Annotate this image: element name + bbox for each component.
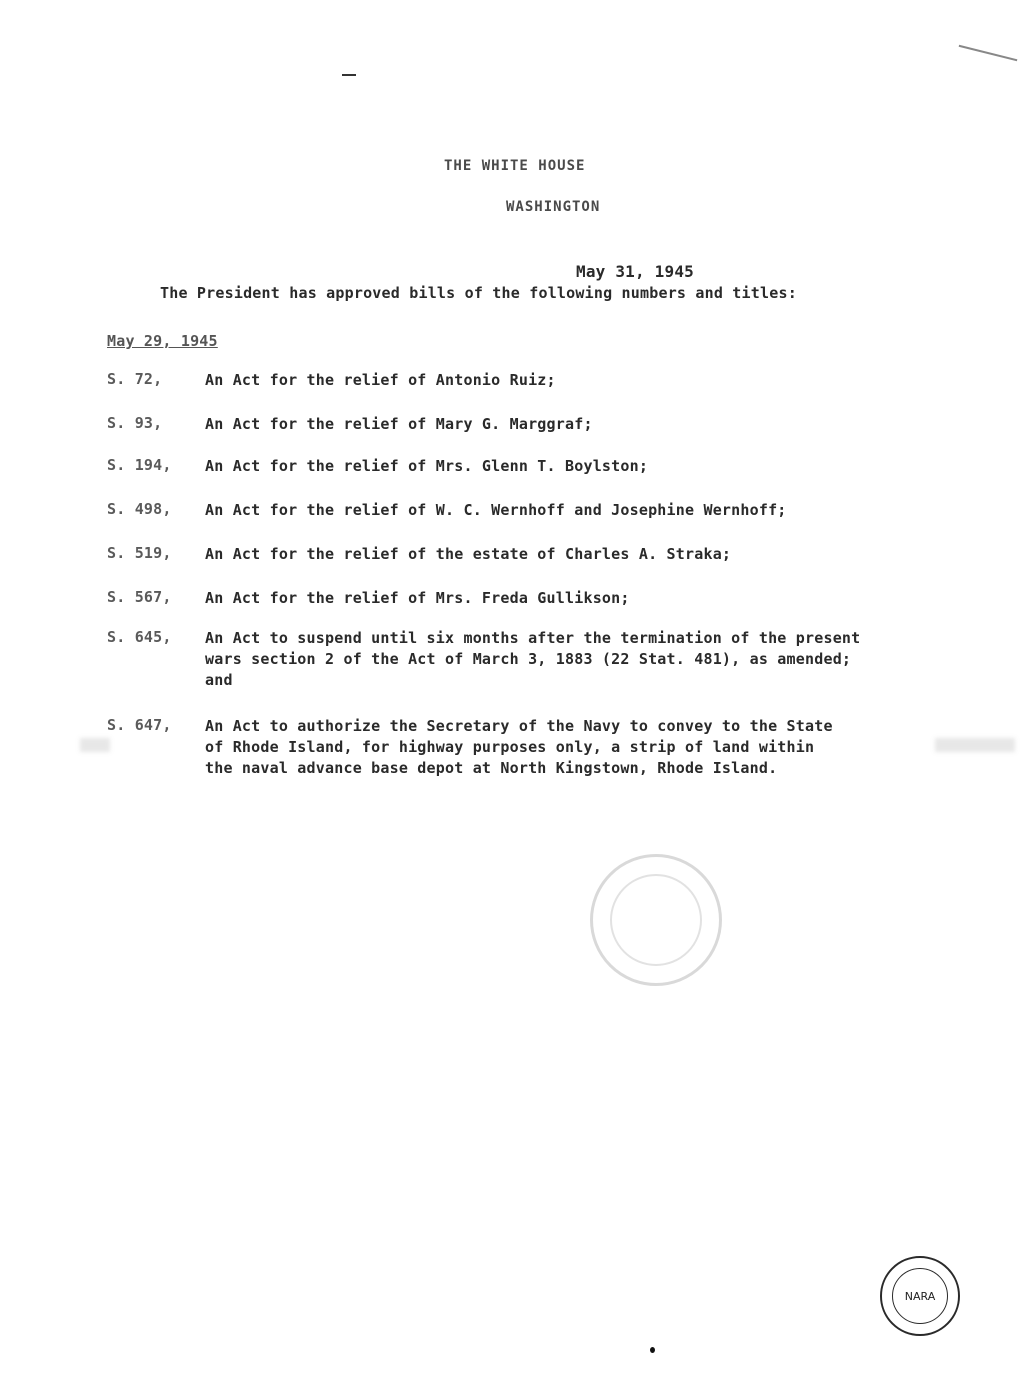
letterhead-org: THE WHITE HOUSE: [444, 158, 586, 174]
bill-title-line: An Act for the relief of W. C. Wernhoff and Josephine Wernhoff;: [205, 501, 787, 519]
scan-smudge: [935, 738, 1015, 752]
bill-title: [205, 456, 648, 477]
bill-title-line: An Act for the relief of Mrs. Freda Gullikson;: [205, 589, 630, 607]
bill-title: [205, 716, 833, 779]
nara-seal-icon: [880, 1256, 960, 1336]
library-stamp-icon: [590, 854, 722, 986]
bill-title-line: An Act to authorize the Secretary of the Navy to convey to the State: [205, 717, 833, 735]
bill-title-line: An Act for the relief of Mary G. Marggraf;: [205, 415, 593, 433]
bill-entry: [107, 544, 731, 565]
letterhead-city: WASHINGTON: [506, 199, 601, 215]
bill-title-line: wars section 2 of the Act of March 3, 1883 (22 Stat. 481), as amended;: [205, 650, 852, 668]
bill-title-line: the naval advance base depot at North Kingstown, Rhode Island.: [205, 759, 778, 777]
bill-title-line: An Act for the relief of Mrs. Glenn T. Boylston;: [205, 457, 649, 475]
bill-title: [205, 370, 556, 391]
bill-number: S. 498,: [107, 500, 172, 518]
bill-number: S. 72,: [107, 370, 163, 388]
bill-entry: [107, 500, 787, 521]
nara-seal-inner: [892, 1268, 948, 1324]
bill-entry: [107, 414, 593, 435]
bill-number: S. 645,: [107, 628, 172, 646]
bill-title-line: and: [205, 671, 233, 689]
bill-number: S. 93,: [107, 414, 163, 432]
scan-smudge: [80, 738, 110, 752]
section-date: May 29, 1945: [107, 332, 218, 350]
bill-number: S. 519,: [107, 544, 172, 562]
bill-title: [205, 544, 731, 565]
bill-number: S. 647,: [107, 716, 172, 734]
bill-number: S. 194,: [107, 456, 172, 474]
bill-title-line: An Act to suspend until six months after the termination of the present: [205, 629, 861, 647]
library-stamp-inner: [610, 874, 702, 966]
bill-entry: [107, 370, 556, 391]
bill-title: [205, 628, 860, 691]
bill-entry: [107, 716, 833, 779]
document-date: May 31, 1945: [576, 262, 694, 281]
bill-number: S. 567,: [107, 588, 172, 606]
nara-seal-label: NARA: [904, 1289, 936, 1303]
bill-entry: [107, 628, 860, 691]
bill-title: [205, 414, 593, 435]
scan-mark: [959, 45, 1018, 61]
bill-title: [205, 500, 787, 521]
bill-title: [205, 588, 630, 609]
scan-dot: [650, 1347, 655, 1353]
bill-title-line: An Act for the relief of the estate of Charles A. Straka;: [205, 545, 732, 563]
bill-entry: [107, 588, 630, 609]
scan-mark: [342, 74, 356, 76]
bill-title-line: of Rhode Island, for highway purposes only, a strip of land within: [205, 738, 815, 756]
bill-entry: [107, 456, 648, 477]
bill-title-line: An Act for the relief of Antonio Ruiz;: [205, 371, 556, 389]
intro-text: The President has approved bills of the following numbers and titles:: [160, 284, 797, 302]
